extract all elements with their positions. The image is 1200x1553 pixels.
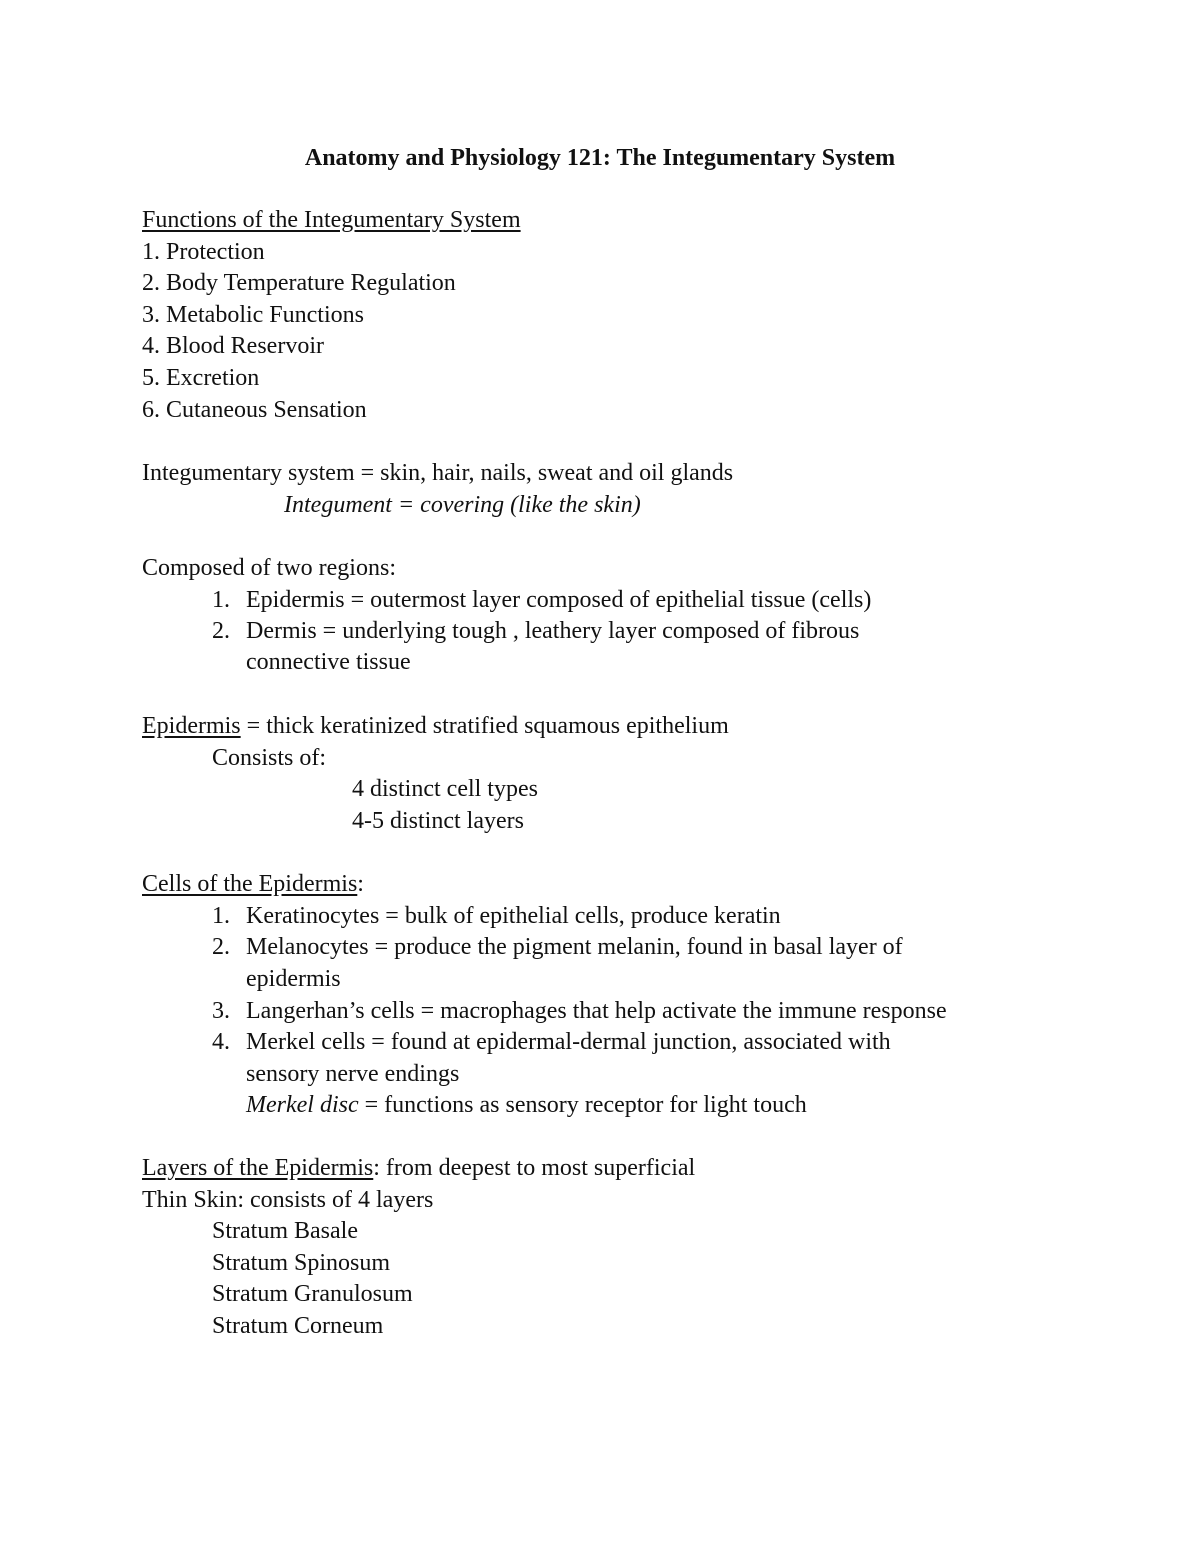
layer-item: Stratum Corneum <box>212 1313 384 1339</box>
layer-item: Stratum Basale <box>212 1218 358 1244</box>
functions-heading: Functions of the Integumentary System <box>142 207 521 233</box>
function-item: 6. Cutaneous Sensation <box>142 397 367 423</box>
epidermis-term: Epidermis <box>142 713 241 739</box>
region-item <box>212 585 871 615</box>
cell-item <box>212 901 781 931</box>
list-number: 1. <box>212 587 230 613</box>
function-item: 4. Blood Reservoir <box>142 333 324 359</box>
list-number: 4. <box>212 1029 230 1055</box>
layers-heading: Layers of the Epidermis <box>142 1155 374 1181</box>
epidermis-def-text: = thick keratinized stratified squamous epithelium <box>240 713 729 739</box>
cells-heading-colon: : <box>357 871 364 897</box>
region-item <box>212 616 859 646</box>
regions-intro: Composed of two regions: <box>142 555 396 581</box>
merkel-disc-term: Merkel disc <box>246 1092 359 1118</box>
region-text: Dermis = underlying tough , leathery layer composed of fibrous <box>246 618 860 644</box>
epidermis-definition <box>142 711 729 741</box>
epidermis-part: 4-5 distinct layers <box>352 808 524 834</box>
cell-text: Langerhan’s cells = macrophages that help activate the immune response <box>246 998 947 1024</box>
merkel-disc-line <box>246 1090 807 1120</box>
integumentary-definition: Integumentary system = skin, hair, nails, sweat and oil glands <box>142 460 734 486</box>
list-number: 3. <box>212 998 230 1024</box>
region-text: Epidermis = outermost layer composed of epithelial tissue (cells) <box>246 587 872 613</box>
layers-heading-rest: : from deepest to most superficial <box>373 1155 696 1181</box>
cell-text: Merkel cells = found at epidermal-dermal junction, associated with <box>246 1029 891 1055</box>
cell-text-continued: sensory nerve endings <box>246 1061 460 1087</box>
epidermis-part: 4 distinct cell types <box>352 776 538 802</box>
region-text-continued: connective tissue <box>246 649 411 675</box>
function-item: 1. Protection <box>142 239 265 265</box>
page-title: Anatomy and Physiology 121: The Integumentary System <box>304 145 896 171</box>
layers-heading-line <box>142 1153 695 1183</box>
list-number: 2. <box>212 934 230 960</box>
consists-of-label: Consists of: <box>212 745 327 771</box>
layer-item: Stratum Spinosum <box>212 1250 391 1276</box>
cells-heading-line <box>142 869 364 899</box>
cell-item <box>212 1027 891 1057</box>
function-item: 3. Metabolic Functions <box>142 302 364 328</box>
merkel-disc-def: = functions as sensory receptor for light touch <box>358 1092 807 1118</box>
function-item: 5. Excretion <box>142 365 260 391</box>
cells-heading: Cells of the Epidermis <box>142 871 358 897</box>
layer-item: Stratum Granulosum <box>212 1281 413 1307</box>
thin-skin-line: Thin Skin: consists of 4 layers <box>142 1187 434 1213</box>
list-number: 2. <box>212 618 230 644</box>
cell-item <box>212 996 947 1026</box>
integument-note: Integument = covering (like the skin) <box>284 492 641 518</box>
cell-text: Keratinocytes = bulk of epithelial cells, produce keratin <box>246 903 781 929</box>
cell-item <box>212 932 903 962</box>
cell-text-continued: epidermis <box>246 966 341 992</box>
cell-text: Melanocytes = produce the pigment melanin, found in basal layer of <box>246 934 903 960</box>
list-number: 1. <box>212 903 230 929</box>
function-item: 2. Body Temperature Regulation <box>142 270 456 296</box>
